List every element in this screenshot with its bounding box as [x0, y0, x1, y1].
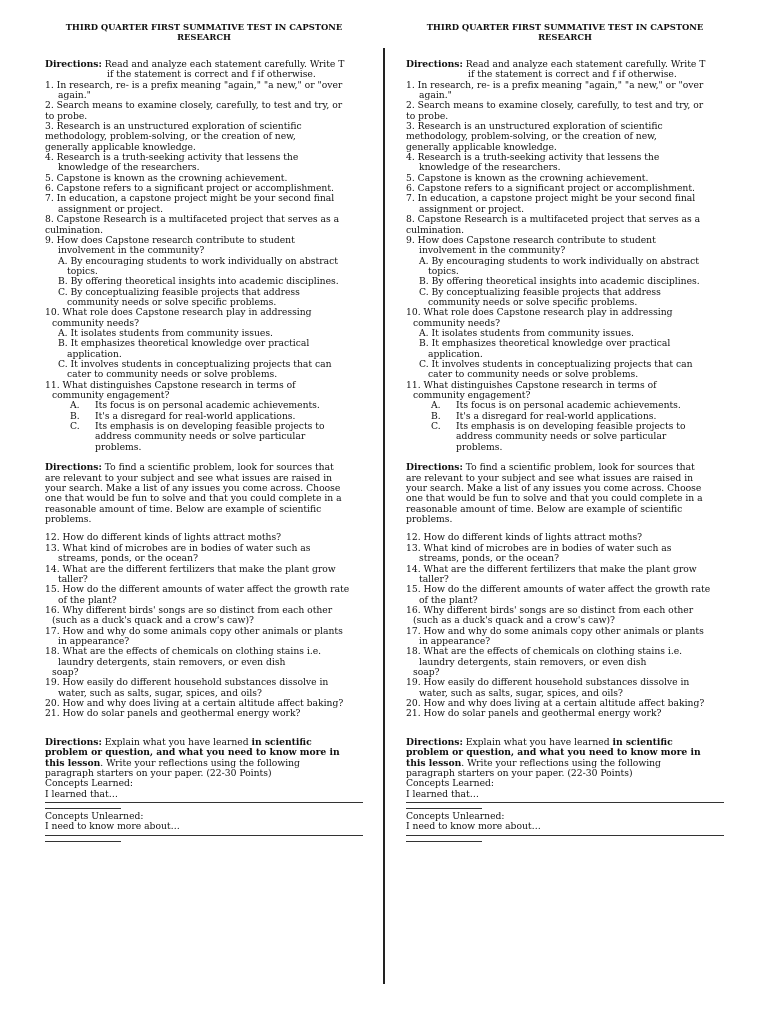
- question-4: 4. Research is a truth-seeking activity that lessens the: [406, 152, 660, 164]
- question-10-option-a: A. It isolates students from community issues.: [58, 327, 273, 339]
- learned-starter: I learned that…: [406, 788, 479, 800]
- question-11: 11. What distinguishes Capstone research in terms of: [45, 379, 296, 391]
- question-18: 18. What are the effects of chemicals on clothing stains i.e.: [45, 646, 322, 658]
- question-9-option-a: A. By encouraging students to work individually on abstract: [419, 255, 699, 267]
- question-7: 7. In education, a capstone project might be your second final: [45, 193, 335, 205]
- question-18: 18. What are the effects of chemicals on clothing stains i.e.: [406, 646, 683, 658]
- test-title: THIRD QUARTER FIRST SUMMATIVE TEST IN CAPSTONE RESEARCH: [65, 22, 343, 42]
- question-5: 5. Capstone is known as the crowning achievement.: [45, 172, 288, 184]
- question-11-option-b: B. It's a disregard for real-world applications.: [431, 410, 657, 422]
- question-10-option-b: B. It emphasizes theoretical knowledge over practical: [58, 338, 310, 350]
- question-10-option-b: B. It emphasizes theoretical knowledge over practical: [419, 338, 671, 350]
- directions-reflection: Directions: Explain what you have learned in scientific problem or question, and what you need to know more in this lesson. Write your reflections using the following paragraph starters on your paper. (22-30 Points): [45, 737, 340, 780]
- answer-line: [406, 839, 482, 842]
- question-10-option-c: C. It involves students in conceptualizing projects that can: [58, 358, 332, 370]
- answer-line: [45, 833, 363, 836]
- answer-line: [45, 806, 121, 809]
- test-column-left: THIRD QUARTER FIRST SUMMATIVE TEST IN CAPSTONE RESEARCH Directions: Read and analyze each statement carefully. Write T if the statement is correct and f if otherwise. 1. In research, re- is a prefix meaning "again," "a new," or "over again." 2. Search means to examine closely, carefully, to test and try, or to probe. 3. Research is an unstructured exploration of scientific methodology, problem-solving, or the creation of new, generally applicable knowledge. 4. Research is a truth-seeking activity that lessens the knowledge of the researchers. 5. Capstone is known as the crowning achievement. 6. Capstone refers to a significant project or accomplishment. 7. In education, a capstone project might be your second final assignment or project. 8. Capstone Research is a multifaceted project that serves as a culmination. 9. How does Capstone research contribute to student involvement in the community? A. By encouraging students to work individually on abstract topics. B. By offering theoretical insights into academic disciplines. C. By conceptualizing feasible projects that address community needs or solve specific problems. 10. What role does Capstone research play in addressing community needs? A. It isolates students from community issues. B. It emphasizes theoretical knowledge over practical application. C. It involves students in conceptualizing projects that can cater to community needs or solve problems. 11. What distinguishes Capstone research in terms of community engagement? A. Its focus is on personal academic achievements. B. It's a disregard for real-world applications. C. Its emphasis is on developing feasible projects to address community needs or solve particular problems. Directions: To find a scientific problem, look for sources that are relevant to your subject and see what issues are raised in your search. Make a list of any issues you come across. Choose one that would be fun to solve and that you could complete in a reasonable amount of time. Below are example of scientific problems. 12. How do different kinds of lights attract moths? 13. What kind of microbes are in bodies of water such as streams, ponds, or the ocean? 14. What are the different fertilizers that make the plant grow taller? 15. How do the different amounts of water affect the growth rate of the plant? 16. Why different birds' songs are so distinct from each other (such as a duck's quack and a crow's caw)? 17. How and why do some animals copy other animals or plants in appearance? 18. What are the effects of chemicals on clothing stains i.e. laundry detergents, stain removers, or even dish soap? 19. How easily do different household substances dissolve in water, such as salts, sugar, spices, and oils? 20. How and why does living at a certain altitude affect baking? 21. How do solar panels and geothermal energy work? Directions: Explain what you have learned in scientific problem or question, and what you need to know more in this lesson. Write your reflections using the following paragraph starters on your paper. (22-30 Points) Concepts Learned: I learned that… Concepts Unlearned: I need to know more about…: [45, 22, 363, 845]
- need-more-starter: I need to know more about…: [45, 821, 180, 833]
- question-6: 6. Capstone refers to a significant project or accomplishment.: [406, 183, 695, 195]
- question-3: 3. Research is an unstructured exploration of scientific: [406, 121, 663, 133]
- question-20: 20. How and why does living at a certain altitude affect baking?: [45, 697, 344, 709]
- question-10: 10. What role does Capstone research play in addressing: [45, 307, 312, 319]
- question-11-option-b: B. It's a disregard for real-world applications.: [70, 410, 296, 422]
- answer-line: [406, 806, 482, 809]
- directions-scientific-problem: Directions: To find a scientific problem, look for sources that are relevant to your subject and see what issues are raised in your search. Make a list of any issues you come across. Choose one that would be fun to solve and that you could complete in a reasonable amount of time. Below are example of scientific problems.: [45, 462, 342, 526]
- directions-true-false: Directions: Read and analyze each statement carefully. Write T if the statement is correct and f if otherwise.: [45, 59, 345, 81]
- question-9-option-b: B. By offering theoretical insights into academic disciplines.: [58, 276, 339, 288]
- learned-starter: I learned that…: [45, 788, 118, 800]
- question-14: 14. What are the different fertilizers that make the plant grow: [45, 563, 336, 575]
- question-9-option-a: A. By encouraging students to work individually on abstract: [58, 255, 338, 267]
- question-11-option-a: A. Its focus is on personal academic achievements.: [431, 400, 681, 412]
- question-20: 20. How and why does living at a certain altitude affect baking?: [406, 697, 705, 709]
- question-9: 9. How does Capstone research contribute to student: [45, 234, 295, 246]
- question-14: 14. What are the different fertilizers that make the plant grow: [406, 563, 697, 575]
- concepts-learned-label: Concepts Learned:: [45, 778, 134, 790]
- question-11-option-a: A. Its focus is on personal academic achievements.: [70, 400, 320, 412]
- directions-reflection: Directions: Explain what you have learned in scientific problem or question, and what you need to know more in this lesson. Write your reflections using the following paragraph starters on your paper. (22-30 Points): [406, 737, 701, 780]
- question-11-option-c: C. Its emphasis is on developing feasible projects to: [431, 421, 686, 433]
- answer-line: [406, 800, 724, 803]
- question-12: 12. How do different kinds of lights attract moths?: [45, 532, 282, 544]
- question-3: 3. Research is an unstructured exploration of scientific: [45, 121, 302, 133]
- question-17: 17. How and why do some animals copy other animals or plants: [45, 625, 343, 637]
- question-9-option-c: C. By conceptualizing feasible projects that address: [419, 286, 661, 298]
- answer-line: [45, 839, 121, 842]
- question-9-option-c: C. By conceptualizing feasible projects that address: [58, 286, 300, 298]
- question-11-option-c: C. Its emphasis is on developing feasible projects to: [70, 421, 325, 433]
- question-11: 11. What distinguishes Capstone research in terms of: [406, 379, 657, 391]
- question-10-option-c: C. It involves students in conceptualizing projects that can: [419, 358, 693, 370]
- concepts-unlearned-label: Concepts Unlearned:: [406, 811, 505, 823]
- need-more-starter: I need to know more about…: [406, 821, 541, 833]
- concepts-unlearned-label: Concepts Unlearned:: [45, 811, 144, 823]
- question-19: 19. How easily do different household substances dissolve in: [45, 677, 329, 689]
- question-19: 19. How easily do different household substances dissolve in: [406, 677, 690, 689]
- question-9-option-b: B. By offering theoretical insights into academic disciplines.: [419, 276, 700, 288]
- question-16: 16. Why different birds' songs are so distinct from each other: [45, 604, 333, 616]
- question-9: 9. How does Capstone research contribute to student: [406, 234, 656, 246]
- question-2: 2. Search means to examine closely, carefully, to test and try, or: [406, 100, 704, 112]
- question-10: 10. What role does Capstone research play in addressing: [406, 307, 673, 319]
- column-divider: [383, 48, 385, 984]
- question-10-option-a: A. It isolates students from community issues.: [419, 327, 634, 339]
- question-6: 6. Capstone refers to a significant project or accomplishment.: [45, 183, 334, 195]
- test-column-right: THIRD QUARTER FIRST SUMMATIVE TEST IN CAPSTONE RESEARCH Directions: Read and analyze each statement carefully. Write T if the statement is correct and f if otherwise. 1. In research, re- is a prefix meaning "again," "a new," or "over again." 2. Search means to examine closely, carefully, to test and try, or to probe. 3. Research is an unstructured exploration of scientific methodology, problem-solving, or the creation of new, generally applicable knowledge. 4. Research is a truth-seeking activity that lessens the knowledge of the researchers. 5. Capstone is known as the crowning achievement. 6. Capstone refers to a significant project or accomplishment. 7. In education, a capstone project might be your second final assignment or project. 8. Capstone Research is a multifaceted project that serves as a culmination. 9. How does Capstone research contribute to student involvement in the community? A. By encouraging students to work individually on abstract topics. B. By offering theoretical insights into academic disciplines. C. By conceptualizing feasible projects that address community needs or solve specific problems. 10. What role does Capstone research play in addressing community needs? A. It isolates students from community issues. B. It emphasizes theoretical knowledge over practical application. C. It involves students in conceptualizing projects that can cater to community needs or solve problems. 11. What distinguishes Capstone research in terms of community engagement? A. Its focus is on personal academic achievements. B. It's a disregard for real-world applications. C. Its emphasis is on developing feasible projects to address community needs or solve particular problems. Directions: To find a scientific problem, look for sources that are relevant to your subject and see what issues are raised in your search. Make a list of any issues you come across. Choose one that would be fun to solve and that you could complete in a reasonable amount of time. Below are example of scientific problems. 12. How do different kinds of lights attract moths? 13. What kind of microbes are in bodies of water such as streams, ponds, or the ocean? 14. What are the different fertilizers that make the plant grow taller? 15. How do the different amounts of water affect the growth rate of the plant? 16. Why different birds' songs are so distinct from each other (such as a duck's quack and a crow's caw)? 17. How and why do some animals copy other animals or plants in appearance? 18. What are the effects of chemicals on clothing stains i.e. laundry detergents, stain removers, or even dish soap? 19. How easily do different household substances dissolve in water, such as salts, sugar, spices, and oils? 20. How and why does living at a certain altitude affect baking? 21. How do solar panels and geothermal energy work? Directions: Explain what you have learned in scientific problem or question, and what you need to know more in this lesson. Write your reflections using the following paragraph starters on your paper. (22-30 Points) Concepts Learned: I learned that… Concepts Unlearned: I need to know more about…: [406, 22, 724, 845]
- answer-line: [45, 800, 363, 803]
- question-2: 2. Search means to examine closely, carefully, to test and try, or: [45, 100, 343, 112]
- question-12: 12. How do different kinds of lights attract moths?: [406, 532, 643, 544]
- question-5: 5. Capstone is known as the crowning achievement.: [406, 172, 649, 184]
- question-7: 7. In education, a capstone project might be your second final: [406, 193, 696, 205]
- question-8: 8. Capstone Research is a multifaceted project that serves as a: [406, 214, 701, 226]
- question-16: 16. Why different birds' songs are so distinct from each other: [406, 604, 694, 616]
- question-13: 13. What kind of microbes are in bodies of water such as: [406, 542, 672, 554]
- question-1: 1. In research, re- is a prefix meaning "again," "a new," or "over: [406, 79, 704, 91]
- question-8: 8. Capstone Research is a multifaceted project that serves as a: [45, 214, 340, 226]
- directions-true-false: Directions: Read and analyze each statement carefully. Write T if the statement is correct and f if otherwise.: [406, 59, 706, 81]
- test-title: THIRD QUARTER FIRST SUMMATIVE TEST IN CAPSTONE RESEARCH: [426, 22, 704, 42]
- answer-line: [406, 833, 724, 836]
- question-13: 13. What kind of microbes are in bodies of water such as: [45, 542, 311, 554]
- question-21: 21. How do solar panels and geothermal energy work?: [406, 708, 662, 720]
- question-21: 21. How do solar panels and geothermal energy work?: [45, 708, 301, 720]
- concepts-learned-label: Concepts Learned:: [406, 778, 495, 790]
- question-1: 1. In research, re- is a prefix meaning "again," "a new," or "over: [45, 79, 343, 91]
- question-4: 4. Research is a truth-seeking activity that lessens the: [45, 152, 299, 164]
- question-17: 17. How and why do some animals copy other animals or plants: [406, 625, 704, 637]
- directions-scientific-problem: Directions: To find a scientific problem, look for sources that are relevant to your subject and see what issues are raised in your search. Make a list of any issues you come across. Choose one that would be fun to solve and that you could complete in a reasonable amount of time. Below are example of scientific problems.: [406, 462, 703, 526]
- question-15: 15. How do the different amounts of water affect the growth rate: [45, 584, 350, 596]
- question-15: 15. How do the different amounts of water affect the growth rate: [406, 584, 711, 596]
